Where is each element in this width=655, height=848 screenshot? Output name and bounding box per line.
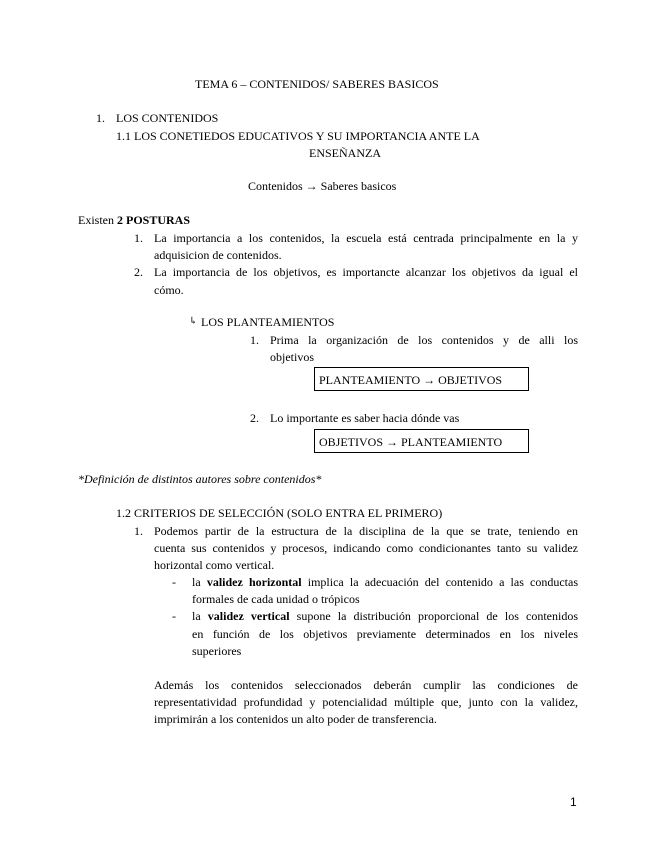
- planteamiento-1-line1: Prima la organización de los contenidos y de alli los: [270, 333, 578, 347]
- postura-2-line2: cómo.: [154, 283, 184, 297]
- planteamiento-2-line1: Lo importante es saber hacia dónde vas: [270, 411, 460, 425]
- section-1-1-heading-line2: ENSEÑANZA: [309, 146, 381, 160]
- postura-1-line1: La importancia a los contenidos, la escuela está centrada principalmente en la y: [154, 231, 578, 245]
- bullet-1-line2: formales de cada unidad o trópicos: [192, 592, 360, 606]
- bullet-2-line2: en función de los objetivos previamente determinados en los niveles: [192, 627, 578, 641]
- planteamiento-1-number: 1.: [250, 333, 259, 347]
- posturas-bold: 2 POSTURAS: [117, 213, 191, 227]
- arrow-icon: ↳: [189, 316, 198, 327]
- section-1-number: 1.: [96, 111, 105, 125]
- criterio-1-line3: horizontal como vertical.: [154, 558, 275, 572]
- criterio-1-number: 1.: [134, 524, 143, 538]
- bullet-2-dash: -: [172, 609, 176, 623]
- definicion-note: *Definición de distintos autores sobre contenidos*: [78, 472, 322, 486]
- objetivos-planteamiento-box: OBJETIVOS → PLANTEAMIENTO: [314, 429, 529, 453]
- planteamientos-heading: LOS PLANTEAMIENTOS: [201, 315, 335, 329]
- page-number: 1: [570, 795, 577, 809]
- page-title: TEMA 6 – CONTENIDOS/ SABERES BASICOS: [195, 77, 439, 91]
- formula-contenidos: Contenidos → Saberes basicos: [248, 179, 397, 193]
- bullet-1-line1: la validez horizontal implica la adecuación del contenido a las conductas: [192, 575, 578, 589]
- criterio-1-line2: cuenta sus contenidos y procesos, indicando como condicionantes tanto su validez: [154, 541, 578, 555]
- paragraph-line2: representatividad profundidad y potencialidad múltiple que, junto con la validez,: [154, 695, 578, 709]
- postura-1-number: 1.: [134, 231, 143, 245]
- postura-2-number: 2.: [134, 265, 143, 279]
- posturas-intro: Existen 2 POSTURAS: [78, 213, 191, 227]
- postura-2-line1: La importancia de los objetivos, es importancte alcanzar los objetivos da igual el: [154, 265, 578, 279]
- planteamiento-2-number: 2.: [250, 411, 259, 425]
- bullet-1-dash: -: [172, 575, 176, 589]
- planteamiento-1-line2: objetivos: [270, 350, 314, 364]
- paragraph-line1: Además los contenidos seleccionados deberán cumplir las condiciones de: [154, 678, 578, 692]
- section-1-heading: LOS CONTENIDOS: [116, 111, 219, 125]
- criterio-1-line1: Podemos partir de la estructura de la disciplina de la que se trate, teniendo en: [154, 524, 578, 538]
- section-1-2-heading: 1.2 CRITERIOS DE SELECCIÓN (SOLO ENTRA EL PRIMERO): [116, 506, 443, 520]
- bullet-2-line3: superiores: [192, 644, 242, 658]
- paragraph-line3: imprimirán a los contenidos un alto poder de transferencia.: [154, 712, 437, 726]
- section-1-1-heading-line1: 1.1 LOS CONETIEDOS EDUCATIVOS Y SU IMPORTANCIA ANTE LA: [116, 129, 480, 143]
- postura-1-line2: adquisicion de contenidos.: [154, 248, 282, 262]
- planteamiento-objetivos-box: PLANTEAMIENTO → OBJETIVOS: [314, 367, 529, 391]
- bullet-2-line1: la validez vertical supone la distribución proporcional de los contenidos: [192, 609, 578, 623]
